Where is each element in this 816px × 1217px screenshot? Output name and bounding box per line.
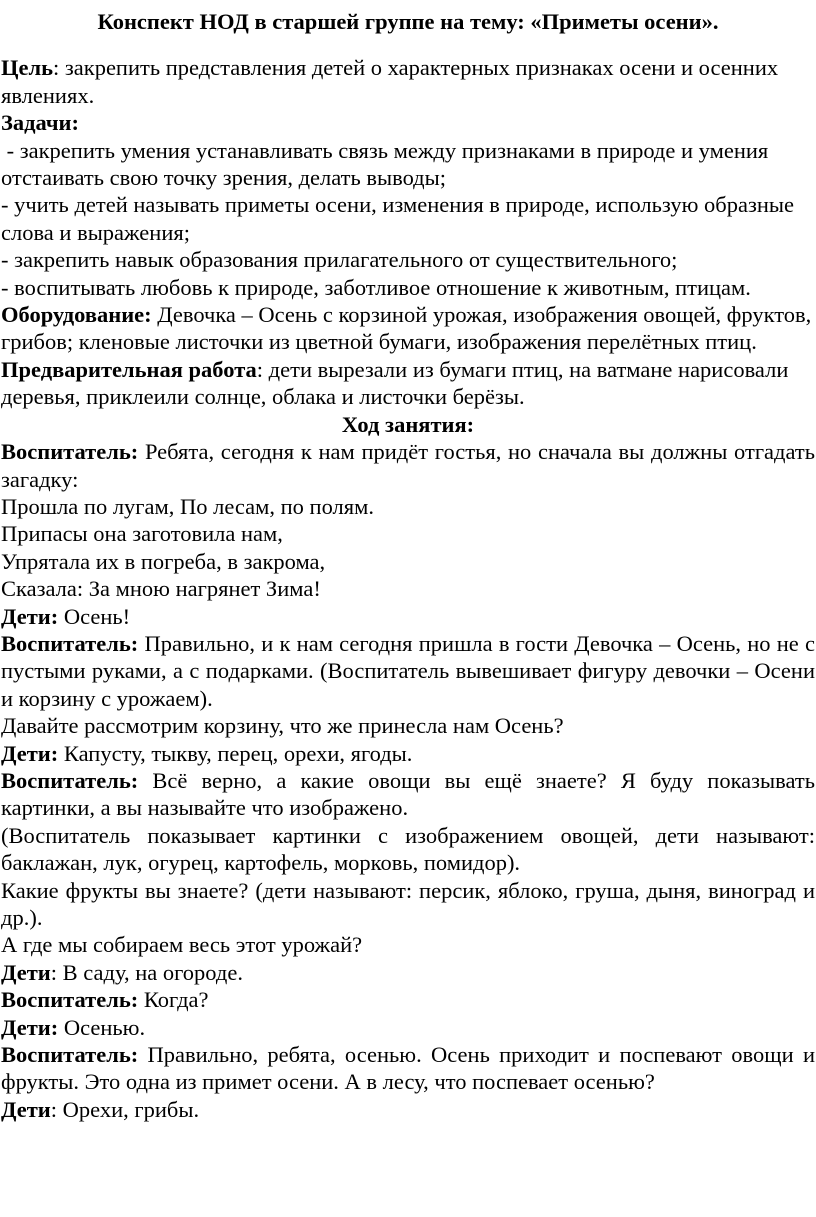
line-text: Осенью. <box>58 1014 146 1040</box>
speaker-label: Дети: <box>1 603 59 629</box>
dialogue-line <box>1 986 815 1013</box>
task-item: - закрепить умения устанавливать связь между признаками в природе и умения отстаивать свою точку зрения, делать выводы; <box>1 137 774 191</box>
speaker-label: Дети: <box>1 1014 59 1040</box>
speaker-label: Воспитатель: <box>1 767 139 793</box>
goal-text: : закрепить представления детей о характерных признаках осени и осенних явлениях. <box>1 55 779 108</box>
tasks-label: Задачи: <box>1 110 80 136</box>
dialogue-line <box>1 877 815 932</box>
goal-paragraph <box>1 54 815 109</box>
dialogue-line <box>1 630 815 712</box>
line-text: Упрятала их в погреба, в закрома, <box>1 548 326 574</box>
speaker-label: Воспитатель: <box>1 1042 139 1068</box>
document-title: Конспект НОД в старшей группе на тему: «Приметы осени». <box>97 9 719 34</box>
line-text: : Орехи, грибы. <box>50 1096 200 1122</box>
equipment-paragraph <box>1 301 815 356</box>
dialogue-line <box>1 767 815 822</box>
dialogue-line <box>1 603 815 630</box>
equipment-label: Оборудование: <box>1 302 152 328</box>
task-item: - воспитывать любовь к природе, заботливое отношение к животным, птицам. <box>1 274 751 300</box>
goal-label: Цель <box>1 55 54 81</box>
dialogue-line <box>1 1041 815 1096</box>
dialogue-line <box>1 931 815 958</box>
prep-text: : дети вырезали из бумаги птиц, на ватмане нарисовали деревья, приклеили солнце, облака и листочки берёзы. <box>1 356 789 410</box>
speaker-label: Воспитатель: <box>1 987 139 1013</box>
dialogue-line <box>1 1014 815 1041</box>
dialogue-line <box>1 822 815 877</box>
line-text: : В саду, на огороде. <box>50 959 243 985</box>
speaker-label: Дети <box>1 1096 51 1122</box>
line-text: Сказала: За мною нагрянет Зима! <box>1 576 321 602</box>
line-text: Ребята, сегодня к нам придёт гостья, но сначала вы должны отгадать загадку: <box>1 439 815 492</box>
dialogue <box>1 438 815 1123</box>
dialogue-line <box>1 493 815 520</box>
speaker-label: Дети <box>1 959 51 985</box>
equipment-text: Девочка – Осень с корзиной урожая, изображения овощей, фруктов, грибов; кленовые листочки из цветной бумаги, изображения перелётных птиц. <box>1 302 812 355</box>
line-text: Давайте рассмотрим корзину, что же принесла нам Осень? <box>1 713 564 739</box>
line-text: А где мы собираем весь этот урожай? <box>1 932 363 958</box>
line-text: (Воспитатель показывает картинки с изображением овощей, дети называют: баклажан, лук, огурец, картофель, морковь, помидор). <box>1 822 815 876</box>
task-item: - закрепить навык образования прилагательного от существительного; <box>1 247 678 273</box>
document-page <box>0 8 816 1217</box>
line-text: Припасы она заготовила нам, <box>1 521 283 547</box>
section-heading: Ход занятия: <box>341 411 475 437</box>
line-text: Осень! <box>58 603 131 629</box>
line-text: Правильно, и к нам сегодня пришла в гости Девочка – Осень, но не с пустыми руками, а с подарками. (Воспитатель вывешивает фигуру девочки – Осени и корзину с урожаем). <box>1 630 815 711</box>
line-text: Когда? <box>138 987 209 1013</box>
dialogue-line <box>1 575 815 602</box>
prep-paragraph <box>1 356 815 411</box>
line-text: Всё верно, а какие овощи вы ещё знаете? Я буду показывать картинки, а вы называйте что изображено. <box>1 767 815 821</box>
dialogue-line <box>1 1096 815 1123</box>
speaker-label: Воспитатель: <box>1 439 139 465</box>
prep-label: Предварительная работа <box>1 356 257 382</box>
dialogue-line <box>1 548 815 575</box>
dialogue-line <box>1 740 815 767</box>
line-text: Какие фрукты вы знаете? (дети называют: персик, яблоко, груша, дыня, виноград и др.). <box>1 877 815 930</box>
line-text: Правильно, ребята, осенью. Осень приходит и поспевают овощи и фрукты. Это одна из примет осени. А в лесу, что поспевает осенью? <box>1 1042 815 1095</box>
dialogue-line <box>1 959 815 986</box>
speaker-label: Дети: <box>1 740 59 766</box>
task-item: - учить детей называть приметы осени, изменения в природе, использую образные слова и выражения; <box>1 192 794 245</box>
dialogue-line <box>1 520 815 547</box>
line-text: Капусту, тыкву, перец, орехи, ягоды. <box>58 740 413 766</box>
dialogue-line <box>1 438 815 493</box>
line-text: Прошла по лугам, По лесам, по полям. <box>1 493 374 519</box>
speaker-label: Воспитатель: <box>1 630 139 656</box>
dialogue-line <box>1 712 815 739</box>
